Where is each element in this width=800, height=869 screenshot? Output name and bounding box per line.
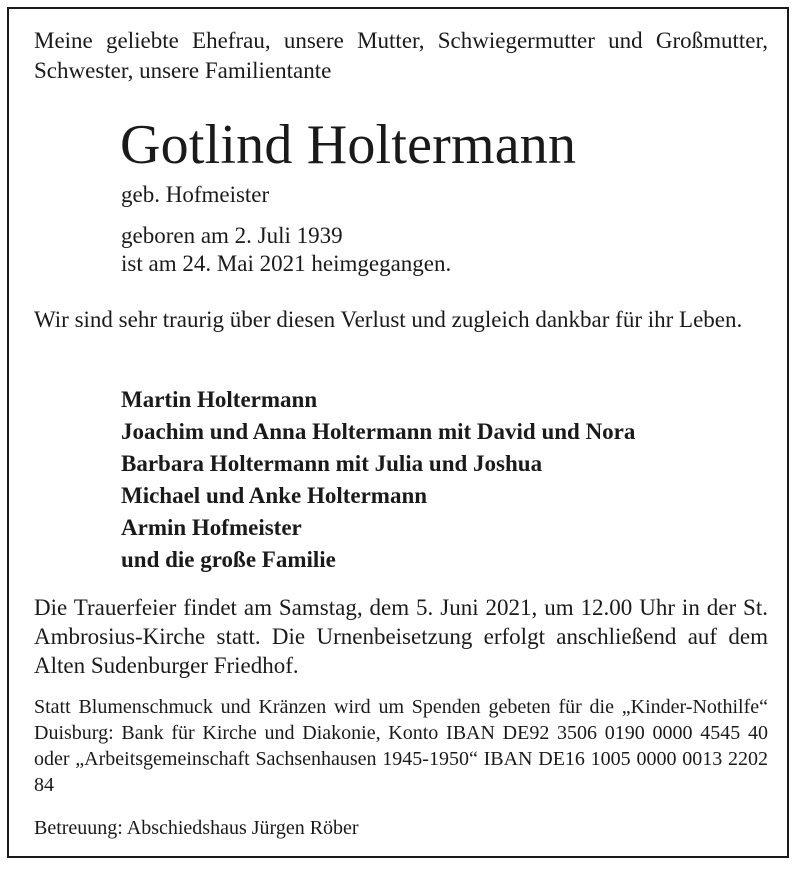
grief-text: Wir sind sehr traurig über diesen Verlust und zugleich dankbar für ihr Leben.	[34, 307, 743, 332]
mourner-line: Barbara Holtermann mit Julia und Joshua	[121, 451, 543, 476]
mourner-line: Armin Hofmeister	[121, 515, 302, 540]
mourners-list	[121, 384, 635, 576]
service-info: Die Trauerfeier findet am Samstag, dem 5. Juni 2021, um 12.00 Uhr in der St. Ambrosius-Kirche statt. Die Urnenbeisetzung erfolgt anschließend auf dem Alten Sudenburger Friedhof.	[34, 595, 768, 678]
intro-text: Meine geliebte Ehefrau, unsere Mutter, Schwiegermutter und Großmutter, Schwester, unsere Familientante	[34, 28, 768, 83]
mourner-line: Joachim und Anna Holtermann mit David und Nora	[121, 419, 636, 444]
donations-info: Statt Blumenschmuck und Kränzen wird um Spenden gebeten für die „Kinder-Nothilfe“ Duisburg: Bank für Kirche und Diakonie, Konto IBAN DE92 3506 0190 0000 4545 40 oder „Arbeitsgemeinschaft Sachsenhausen 1945-1950“ IBAN DE16 1005 0000 0013 2202 84	[34, 696, 768, 796]
mourner-line: Michael und Anke Holtermann	[121, 483, 428, 508]
life-dates	[121, 222, 451, 278]
death-date: ist am 24. Mai 2021 heimgegangen.	[121, 251, 452, 276]
deceased-name: Gotlind Holtermann	[120, 114, 577, 176]
mourner-line: und die große Familie	[121, 547, 336, 572]
birth-date: geboren am 2. Juli 1939	[121, 223, 343, 248]
mourner-line: Martin Holtermann	[121, 387, 318, 412]
care-info: Betreuung: Abschiedshaus Jürgen Röber	[34, 817, 359, 839]
maiden-name: geb. Hofmeister	[121, 182, 270, 207]
